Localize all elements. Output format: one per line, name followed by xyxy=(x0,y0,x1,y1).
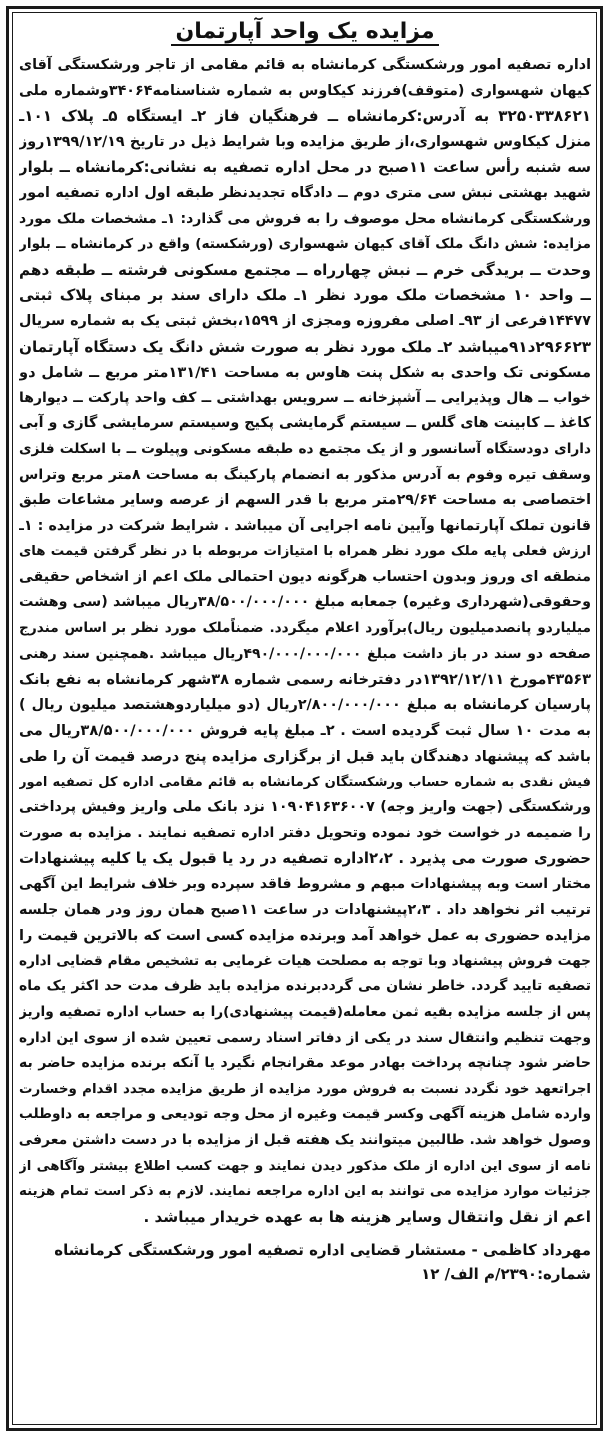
body-line: شهید بهشتی نبش سی متری دوم ــ دادگاه تجدیدنظر طبقه اول اداره تصفیه امور xyxy=(19,184,591,201)
body-line: میلیاردو پانصدمیلیون ریال)برآورد اعلام میگردد. ضمناًملک مورد نظر بر اساس مندرج xyxy=(19,620,591,637)
notice-body xyxy=(19,53,591,1230)
body-line: وسقف تیره وفوم به آدرس مذکور به انضمام پارکینگ به مساحت ۸متر مربع وتراس xyxy=(19,466,591,483)
body-line: اعم از نقل وانتقال وسایر هزینه ها به عهده خریدار میباشد . xyxy=(143,1207,591,1226)
body-line: ترتیب اثر نخواهد داد . ۲،۳پیشنهادات در ساعت ۱۱صبح همان روز ودر همان جلسه xyxy=(19,901,591,918)
body-line: مسکونی تک واحدی به شکل پنت هاوس به مساحت ۱۳۱/۴۱متر مربع ــ شامل دو xyxy=(19,364,591,382)
notice-title xyxy=(19,17,591,47)
body-line: به مدت ۱۰ سال ثبت گردیده است . ۲ـ مبلغ پایه فروش ۳۸/۵۰۰/۰۰۰/۰۰۰ریال می xyxy=(19,722,591,740)
reference-number: شماره:۲۳۹۰/م الف/ ۱۲ xyxy=(421,1265,591,1284)
body-line: خواب ــ هال وپذیرایی ــ آشپزخانه ــ سرویس بهداشتی ــ کف واحد پارکت ــ دیوارها xyxy=(19,389,591,406)
body-line: حضوری صورت می پذیرد . ۲،۲اداره تصفیه در رد یا قبول یک یا کلیه پیشنهادات xyxy=(19,849,591,868)
signature: مهرداد کاظمی - مستشار قضایی اداره تصفیه امور ورشکستگی کرمانشاه xyxy=(54,1241,591,1260)
body-line: قانون تملک آپارتمانها وآیین نامه اجرایی آن میباشد . شرایط شرکت در مزایده : ۱ـ xyxy=(19,517,591,534)
body-line: وصول خواهد شد. طالبین میتوانند یک هفته قبل از مزایده با در دست داشتن معرفی xyxy=(19,1131,591,1148)
body-line: سه شنبه رأس ساعت ۱۱صبح در محل اداره تصفیه به نشانی:کرمانشاه ــ بلوار xyxy=(19,158,591,177)
body-line: نامه از سوی این اداره از ملک مذکور دیدن نمایند و جهت کسب اطلاع بیشتر وآگاهی از xyxy=(19,1158,591,1174)
body-line: وحدت ــ بریدگی خرم ــ نبش چهارراه ــ مجتمع مسکونی فرشته ــ طبقه دهم xyxy=(19,260,591,279)
body-line: ــ واحد ۱۰ مشخصات ملک مورد نظر ۱ـ ملک دارای سند بر مبنای پلاک ثبتی xyxy=(19,286,591,305)
body-line: وارده شامل هزینه آگهی وکسر قیمت وغیره از محل وجه تودیعی و مراجعه به داوطلب xyxy=(19,1106,591,1123)
body-line: دارای دودستگاه آسانسور و از یک مجتمع ده طبقه مسکونی وپیلوت ــ با اسکلت فلزی xyxy=(19,440,591,457)
notice-title-text: مزایده یک واحد آپارتمان xyxy=(171,19,438,46)
body-line: تصفیه تایید گردد. خاطر نشان می گرددبرنده مزایده باید ظرف مدت حد اکثر یک ماه xyxy=(19,978,591,995)
body-line: ۴۳۵۶۳مورخ ۱۳۹۲/۱۲/۱۱در دفترخانه رسمی شماره ۳۸شهر کرمانشاه به نفع بانک xyxy=(19,671,591,689)
body-line: ارزش فعلی پایه ملک مورد نظر همراه با امتیازات مربوطه با در نظر گرفتن قیمت های xyxy=(19,544,591,560)
body-line: حاضر شود چنانچه پرداخت بهادر موعد مقرانجام نگیرد یا آنکه برنده مزایده حاضر به xyxy=(19,1055,591,1072)
body-line: اختصاصی به مساحت ۲۹/۶۴متر مربع با قدر السهم از عرصه وسایر مشاعات طبق xyxy=(19,492,591,509)
body-line: ۲۹۶۶۲۳د۹۱میباشد ۲ـ ملک مورد نظر به صورت شش دانگ یک دستگاه آپارتمان xyxy=(19,337,591,356)
body-line: مزایده: شش دانگ ملک آقای کیهان شهسواری (ورشکسته) واقع در کرمانشاه ــ بلوار xyxy=(19,236,591,253)
body-line: ورشکستگی (جهت واریز وجه) ۱۰۹۰۴۱۶۳۶۰۰۷ نزد بانک ملی واریز وفیش پرداختی xyxy=(19,799,591,816)
body-line: ورشکستگی کرمانشاه محل موصوف را به فروش می گذارد: ۱ـ مشخصات ملک مورد xyxy=(19,210,591,227)
body-line: فیش نقدی به شماره حساب ورشکستگان کرمانشاه به قائم مقامی اداره کل تصفیه امور xyxy=(19,774,591,790)
body-line: باشد که پیشنهاد دهندگان باید قبل از برگزاری مزایده پنج درصد قیمت آن را طی xyxy=(19,748,591,766)
notice-frame xyxy=(6,6,603,1431)
body-line: پس از جلسه مزایده بقیه ثمن معامله(قیمت پیشنهادی)را به حساب اداره تصفیه واریز xyxy=(19,1003,591,1020)
body-line: منطقه ای وروز وبدون احتساب هرگونه دیون احتمالی ملک اعم از اشخاص حقیقی xyxy=(19,568,591,585)
body-line: کیهان شهسواری (متوقف)فرزند کیکاوس به شماره شناسنامه۳۴۰۶۴وشماره ملی xyxy=(19,82,591,99)
body-line: مزایده حضوری به عمل خواهد آمد وبرنده مزایده کسی است که بالاترین قیمت را xyxy=(19,927,591,945)
body-line: وحقوقی(شهرداری وغیره) جمعابه مبلغ ۳۸/۵۰۰/۰۰۰/۰۰۰ریال میباشد (سی وهشت xyxy=(19,594,591,611)
body-line: منزل کیکاوس شهسواری،از طریق مزایده وبا شرایط ذیل در تاریخ ۱۳۹۹/۱۲/۱۹روز xyxy=(19,133,591,150)
body-line: جهت فروش پیشنهاد وبا توجه به مصلحت هیات غرمایی به تشخیص مقام قضایی اداره xyxy=(19,952,591,969)
body-line: جزئیات موارد مزایده می توانند به این اداره مراجعه نمایند. لازم به ذکر است تمام هزینه xyxy=(19,1184,591,1200)
body-line: ۱۴۴۷۷فرعی از ۹۳ـ اصلی مفروزه ومجزی از ۱۵۹۹،بخش ثبتی یک به شماره سریال xyxy=(19,312,591,329)
body-line: را ضمیمه در خواست خود نموده وتحویل دفتر اداره تصفیه نمایند . مزایده به صورت xyxy=(19,824,591,841)
body-line: کاغذ ــ کابینت های گلس ــ سیستم گرمایشی پکیج وسیستم سرمایشی گازی و آبی xyxy=(19,415,591,432)
body-line: پارسیان کرمانشاه به مبلغ ۲/۸۰۰/۰۰۰/۰۰۰ریال (دو میلیاردوهشتصد میلیون ریال ) xyxy=(19,696,591,713)
body-line: مختار است وبه پیشنهادات مبهم و مشروط فاقد سپرده وبر خلاف شرایط این آگهی xyxy=(19,876,591,892)
body-line: صفحه دو سند در باز داشت مبلغ ۴۹۰/۰۰۰/۰۰۰/۰۰۰ریال میباشد .همچنین سند رهنی xyxy=(19,645,591,662)
body-line: اجراتعهد خود نگردد نسبت به فروش مورد مزایده از طریق مزایده مجدد اقدام وخسارت xyxy=(19,1081,591,1097)
body-line: ۳۲۵۰۳۳۸۶۲۱ به آدرس:کرمانشاه ــ فرهنگیان فاز ۲ـ ایستگاه ۵ـ پلاک ۱۰۱ـ xyxy=(19,107,591,126)
body-line: اداره تصفیه امور ورشکستگی کرمانشاه به قائم مقامی از تاجر ورشکستگی آقای xyxy=(19,57,591,73)
body-line: وجهت تنظیم وانتقال سند در یکی از دفاتر اسناد رسمی تعیین شده از سوی این اداره xyxy=(19,1029,591,1046)
